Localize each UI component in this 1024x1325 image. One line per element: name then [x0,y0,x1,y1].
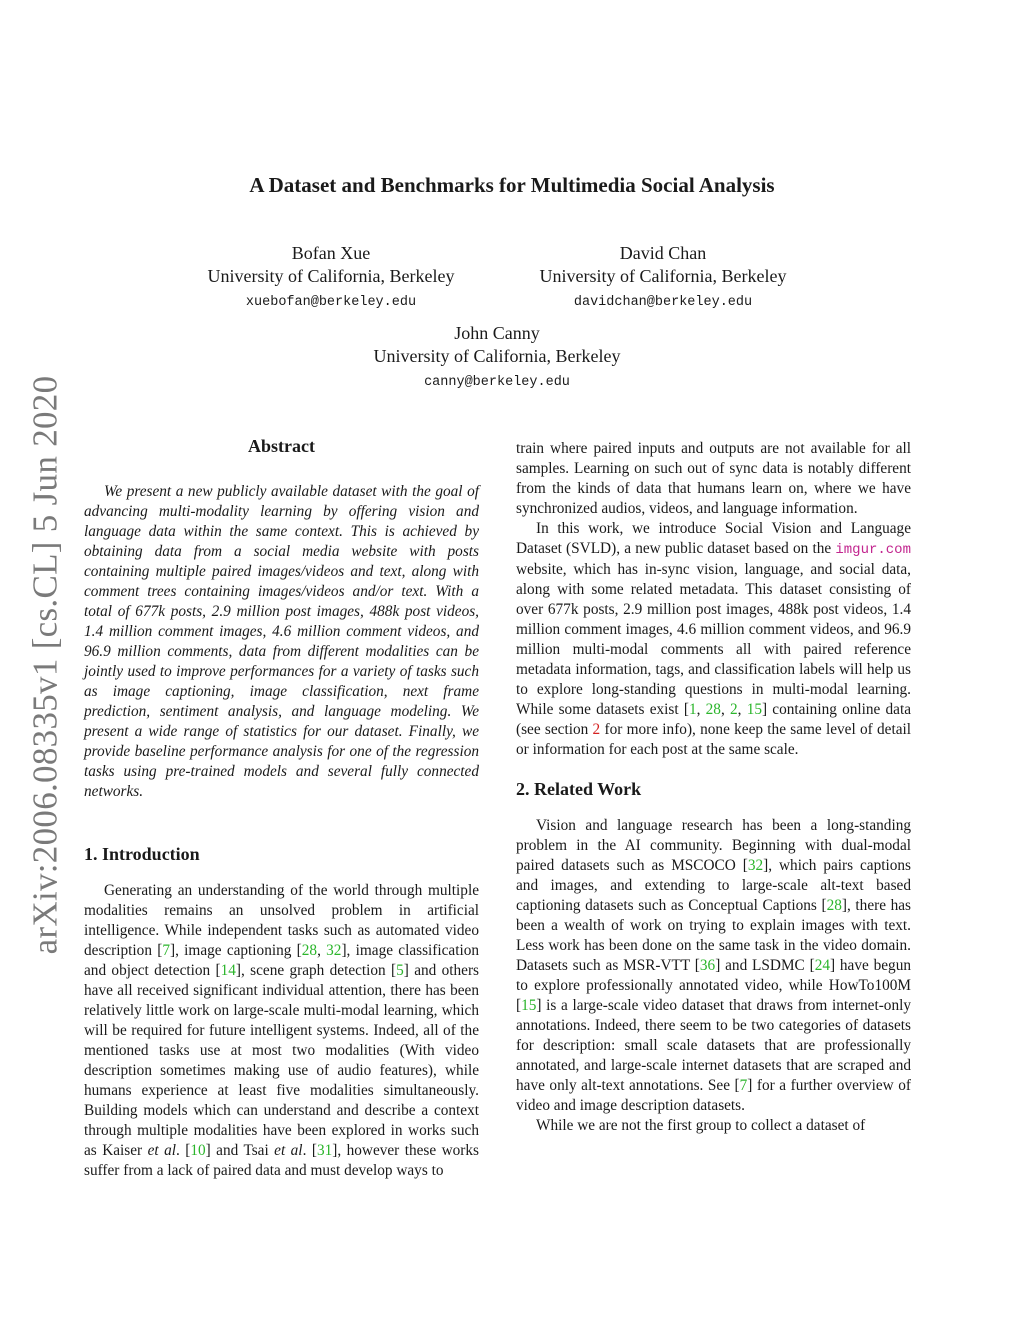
citation-link[interactable]: 2 [729,701,738,718]
author-3-name: John Canny [454,323,540,343]
paper-title: A Dataset and Benchmarks for Multimedia Social Analysis [249,173,775,197]
author-3-email[interactable]: canny@berkeley.edu [424,375,570,390]
intro-text: . [ [302,1142,317,1159]
intro-text: In this work, we introduce Social Vision and Language Dataset (SVLD), a new public dataset based on the [516,520,911,557]
related-text: ], there has been a wealth of work on trying to explain images with text. Less work has been done on the same task in the video domain. Datasets such as MSR-VTT [ [516,897,911,974]
related-paragraph-2: While we are not the first group to collect a dataset of [536,1117,866,1134]
abstract-heading: Abstract [248,436,315,456]
author-1-affiliation: University of California, Berkeley [207,266,455,286]
arxiv-stamp-text: arXiv:2006.08335v1 [cs.CL] 5 Jun 2020 [25,375,65,955]
intro-text: ], image captioning [ [170,942,302,959]
intro-text: ], image classification and object detection [ [84,942,479,979]
citation-link[interactable]: 24 [814,957,830,974]
related-paragraph-1 [516,816,911,1116]
intro-text: Generating an understanding of the world through multiple modalities remains an unsolved problem in artificial intelligence. While independent tasks such as automated video description [ [84,882,479,959]
related-text: ] for a further overview of video and image description datasets. [516,1077,911,1114]
et-al: et al [274,1142,303,1159]
author-2-name: David Chan [619,243,707,263]
citation-separator: , [720,701,730,718]
intro-text: ] containing online data (see section [516,701,912,738]
citation-link[interactable]: 28 [826,897,842,914]
citation-link[interactable]: 15 [746,701,762,718]
section-ref-link[interactable]: 2 [592,721,601,738]
related-text: ] have begun to explore professionally annotated video, while HowTo100M [ [516,957,912,1014]
intro-paragraph-1-continued: train where paired inputs and outputs are not available for all samples. Learning on such out of sync data is notably different from the kinds of data that humans learn on, where we have synchronized audios, videos, and language information. [516,440,911,517]
citation-separator: , [696,701,706,718]
et-al: et al [147,1142,176,1159]
intro-text: for more info), none keep the same level of detail or information for each post at the same scale. [516,721,912,758]
imgur-url-link[interactable]: imgur.com [835,542,911,558]
citation-separator: , [317,942,327,959]
citation-link[interactable]: 32 [326,942,342,959]
author-3 [342,322,652,392]
abstract-text: We present a new publicly available dataset with the goal of advancing multi-modality learning by offering vision and language data within the same context. This is achieved by obtaining data from a social media website with posts containing multiple paired images/videos and text, along with comment trees containing images/videos and/or text. With a total of 677k posts, 2.9 million post images, 488k post videos, 1.4 million comment images, 4.6 million comment videos, and 96.9 million comments, data from different modalities can be jointly used to improve performances for a variety of tasks such as image captioning, image classification, next frame prediction, sentiment analysis, and language modeling. We present a wide range of statistics for our dataset. Finally, we provide baseline performance analysis for one of the regression tasks using pre-trained models and several fully connected networks. [84,483,479,800]
citation-link[interactable]: 28 [705,701,721,718]
left-column [84,436,479,1181]
intro-text: . [ [175,1142,191,1159]
citation-link[interactable]: 32 [747,857,764,874]
author-2-email[interactable]: davidchan@berkeley.edu [573,295,753,310]
citation-link[interactable]: 31 [316,1142,333,1159]
citation-link[interactable]: 1 [688,701,697,718]
citation-link[interactable]: 14 [220,962,236,979]
intro-paragraph-2 [516,519,911,760]
citation-link[interactable]: 7 [162,942,170,959]
citation-separator: , [737,701,747,718]
citation-link[interactable]: 36 [699,957,716,974]
author-1-name: Bofan Xue [291,243,371,263]
related-work-heading: 2. Related Work [516,779,642,799]
author-2-affiliation: University of California, Berkeley [539,266,787,286]
related-text: Vision and language research has been a long-standing problem in the AI community. Beginning with dual-modal paired datasets such as MSCOCO [ [516,817,911,874]
intro-paragraph-1 [84,881,479,1181]
related-text: ] is a large-scale video dataset that draws from internet-only annotations. Indeed, there seem to be two categories of datasets for description: small scale datasets that are professionally annotated, and large-scale internet datasets that are scraped and have only alt-text annotations. See [ [516,997,911,1094]
author-1-email[interactable]: xuebofan@berkeley.edu [245,295,417,310]
citation-link[interactable]: 28 [301,942,318,959]
introduction-heading: 1. Introduction [84,844,200,864]
arxiv-stamp [22,370,68,960]
author-2 [508,242,818,312]
citation-link[interactable]: 15 [521,997,537,1014]
right-column [516,439,911,1136]
intro-text: ], scene graph detection [ [235,962,397,979]
intro-text: ] and Tsai [205,1142,275,1159]
intro-text: website, which has in-sync vision, language, and social data, along with some related metadata. This dataset consisting of over 677k posts, 2.9 million post images, 488k post videos, 1.4 million comment images, 4.6 million comment videos, and 96.9 million multi-modal comments all with paired reference metadata information, tags, and classification labels will help us to explore long-standing questions in multi-modal learning. While some datasets exist [ [516,561,911,718]
related-text: ], which pairs captions and images, and extending to large-scale alt-text based captioning datasets such as Conceptual Captions [ [516,857,911,914]
intro-text: ] and others have all received significant individual attention, there has been relatively little work on large-scale multi-modal learning, which will be required for future intelligent systems. Indeed, all of the mentioned tasks use at most two modalities (With video description sometimes making use of audio features), while humans experience at least five modalities simultaneously. Building models which can understand and describe a context through multiple modalities have been explored in works such as Kaiser [84,962,480,1159]
author-1 [176,242,486,312]
author-3-affiliation: University of California, Berkeley [373,346,621,366]
related-text: ] and LSDMC [ [715,957,815,974]
citation-link[interactable]: 5 [396,962,404,979]
citation-link[interactable]: 10 [190,1142,206,1159]
citation-link[interactable]: 7 [739,1077,748,1094]
intro-text: ], however these works suffer from a lack of paired data and must develop ways to [84,1142,479,1179]
